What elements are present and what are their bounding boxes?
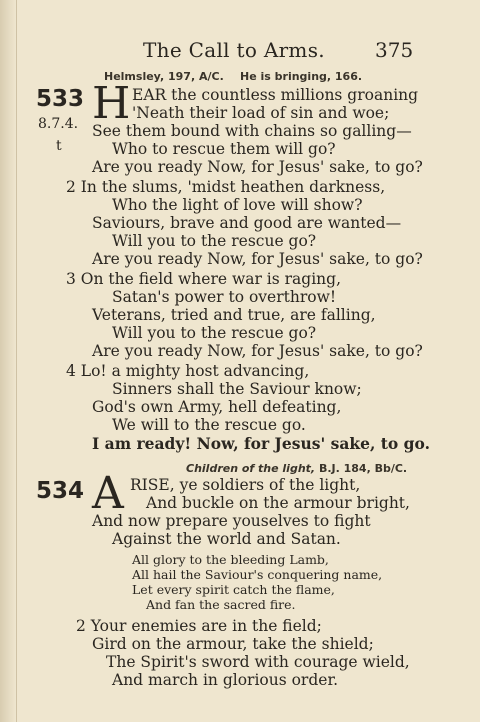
verse-line: And now prepare youselves to fight (92, 512, 371, 530)
page-title: The Call to Arms. (143, 38, 325, 62)
verse-line: I am ready! Now, for Jesus' sake, to go. (92, 434, 430, 453)
verse-line: 4 Lo! a mighty host advancing, (66, 362, 310, 380)
drop-cap: A (92, 468, 124, 519)
verse-line: Are you ready Now, for Jesus' sake, to go? (92, 342, 423, 360)
verse-line: Will you to the rescue go? (112, 232, 317, 250)
verse-line: 3 On the field where war is raging, (66, 270, 342, 288)
tune-name: Children of the light, (186, 462, 316, 475)
verse-line: 'Neath their load of sin and woe; (132, 104, 390, 122)
verse-line: God's own Army, hell defeating, (92, 398, 342, 416)
verse-line: We will to the rescue go. (112, 416, 306, 434)
verse-line: EAR the countless millions groaning (132, 86, 419, 104)
tune-key: B.J. 184, Bb/C. (318, 462, 408, 475)
verse-line: Who the light of love will show? (112, 196, 363, 214)
drop-cap: H (92, 78, 131, 129)
verse-line: Will you to the rescue go? (112, 324, 317, 342)
verse-line: The Spirit's sword with courage wield, (106, 653, 410, 671)
verse-line: Against the world and Satan. (112, 530, 341, 548)
verse-line: RISE, ye soldiers of the light, (130, 476, 361, 494)
verse-line: Veterans, tried and true, are falling, (92, 306, 376, 324)
page-gutter (0, 0, 17, 722)
chorus-line: And fan the sacred fire. (146, 597, 296, 612)
page-number: 375 (375, 38, 414, 62)
verse-line: And buckle on the armour bright, (146, 494, 410, 512)
verse-line: Are you ready Now, for Jesus' sake, to go? (92, 158, 423, 176)
verse-line: Gird on the armour, take the shield; (92, 635, 374, 653)
tune-name-primary: Helmsley, 197, A/C. (104, 70, 224, 83)
hymn-meter: 8.7.4. (38, 116, 79, 132)
tune-name-alternate: He is bringing, 166. (240, 70, 363, 83)
hymn-mark: t (56, 138, 62, 154)
tune-reference (186, 462, 407, 475)
verse-line: See them bound with chains so galling— (92, 122, 412, 140)
verse-line: Sinners shall the Saviour know; (112, 380, 362, 398)
verse-line: Who to rescue them will go? (112, 140, 336, 158)
verse-line: And march in glorious order. (112, 671, 339, 689)
verse-line: Satan's power to overthrow! (112, 288, 337, 306)
verse-line: 2 Your enemies are in the field; (76, 617, 322, 635)
hymn-number: 534 (36, 478, 85, 504)
chorus-line: All hail the Saviour's conquering name, (132, 567, 383, 582)
chorus-line: Let every spirit catch the flame, (132, 582, 335, 597)
verse-line: Saviours, brave and good are wanted— (92, 214, 402, 232)
verse-line: 2 In the slums, 'midst heathen darkness, (66, 178, 386, 196)
chorus-line: All glory to the bleeding Lamb, (132, 552, 329, 567)
verse-line: Are you ready Now, for Jesus' sake, to go? (92, 250, 423, 268)
hymn-number: 533 (36, 86, 85, 112)
